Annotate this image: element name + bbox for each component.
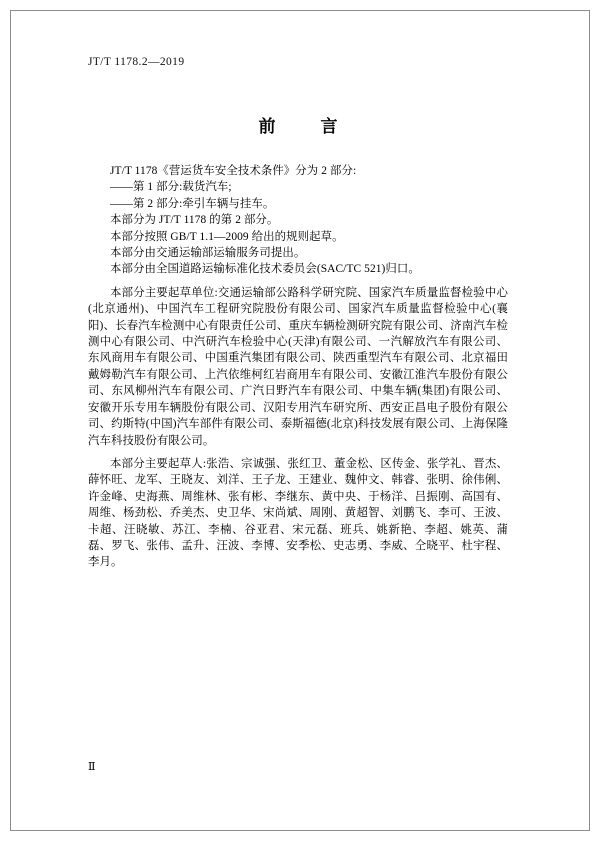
- page-number: Ⅱ: [88, 761, 96, 773]
- drafters-paragraph: [88, 456, 508, 571]
- drafters-label: 本部分主要起草人:: [110, 457, 207, 470]
- page-content: [88, 56, 508, 571]
- drafting-units-label: 本部分主要起草单位:: [110, 286, 218, 299]
- foreword-line-0: JT/T 1178《营运货车安全技术条件》分为 2 部分:: [110, 165, 357, 177]
- page-title: 前 言: [258, 117, 352, 137]
- drafting-units-paragraph: [88, 285, 508, 449]
- foreword-body: [88, 163, 508, 571]
- drafting-units-text: 交通运输部公路科学研究院、国家汽车质量监督检验中心(北京通州)、中国汽车工程研究院股份有限公司、国家汽车质量监督检验中心(襄阳)、长春汽车检测中心有限责任公司、重庆车辆检测研究院有限公司、济南汽车检测中心有限公司、中汽研汽车检验中心(天津)有限公司、一汽解放汽车有限公司、东风商用车有限公司、中国重汽集团有限公司、陕西重型汽车有限公司、北京福田戴姆勒汽车有限公司、上汽依维柯红岩商用车有限公司、安徽江淮汽车股份有限公司、东风柳州汽车有限公司、广汽日野汽车有限公司、中集车辆(集团)有限公司、安徽开乐专用车辆股份有限公司、汉阳专用汽车研究所、西安正昌电子股份有限公司、约斯特(中国)汽车部件有限公司、泰斯福德(北京)科技发展有限公司、上海保隆汽车科技股份有限公司。: [88, 286, 508, 447]
- foreword-line-5: 本部分由交通运输部运输服务司提出。: [110, 247, 306, 260]
- foreword-line-2: ——第 2 部分:牵引车辆与挂车。: [110, 197, 275, 210]
- foreword-line-1: ——第 1 部分:载货汽车;: [110, 181, 232, 194]
- foreword-line-6: 本部分由全国道路运输标准化技术委员会(SAC/TC 521)归口。: [110, 263, 420, 276]
- drafters-text: 张浩、宗诚强、张红卫、董金松、区传金、张学礼、晋杰、薛怀旺、龙军、王晓友、刘洋、王子龙、王建业、魏仲文、韩睿、张明、徐伟俐、许金峰、史海燕、周维林、张有彬、李继东、黄中央、于杨洋、吕振刚、高国有、周维、杨劲松、乔美杰、史卫华、宋尚斌、周刚、黄超智、刘鹏飞、李可、王波、卡超、汪晓敏、苏江、李楠、谷亚君、宋元磊、班兵、姚新艳、李超、姚英、蒲磊、罗飞、张伟、孟升、汪波、李博、安季松、史志勇、李威、仝晓平、杜宇程、李月。: [88, 457, 508, 569]
- standard-code-header: JT/T 1178.2—2019: [88, 56, 185, 68]
- foreword-line-3: 本部分为 JT/T 1178 的第 2 部分。: [110, 214, 279, 227]
- foreword-line-4: 本部分按照 GB/T 1.1—2009 给出的规则起草。: [110, 230, 344, 243]
